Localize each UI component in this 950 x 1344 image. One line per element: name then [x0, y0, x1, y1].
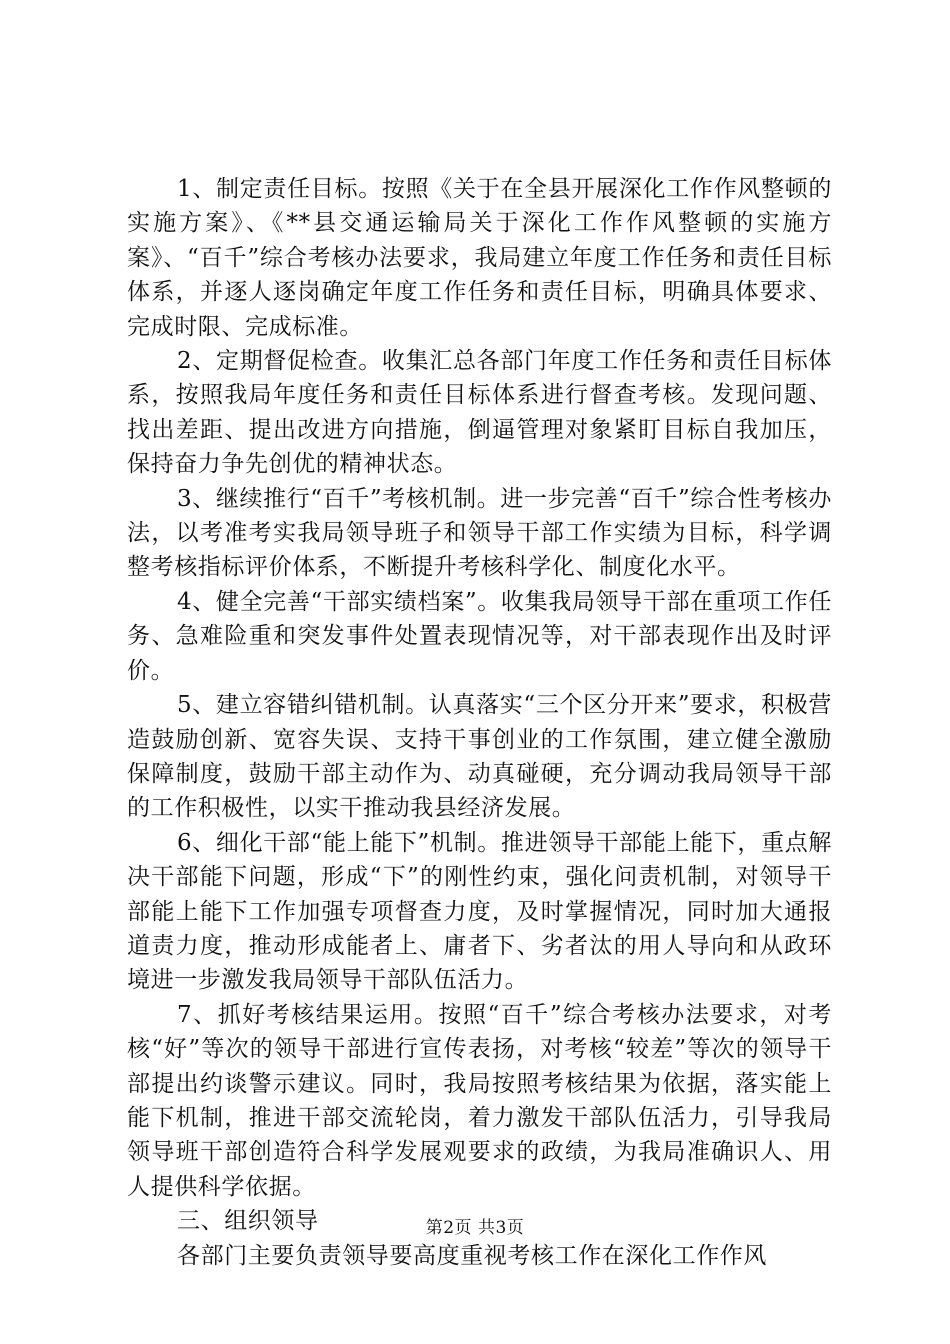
- paragraph-2: 2、定期督促检查。收集汇总各部门年度工作任务和责任目标体系，按照我局年度任务和责任目标体系进行督查考核。发现问题、找出差距、提出改进方向措施，倒逼管理对象紧盯目标自我加压，保持奋力争先创优的精神状态。: [127, 348, 832, 478]
- paragraph-last: 各部门主要负责领导要高度重视考核工作在深化工作作风: [177, 1242, 767, 1269]
- section-heading: 三、组织领导: [177, 1208, 319, 1235]
- paragraph-4: 4、健全完善“干部实绩档案”。收集我局领导干部在重项工作任务、急难险重和突发事件处置表现情况等，对干部表现作出及时评价。: [127, 588, 832, 684]
- paragraph-5: 5、建立容错纠错机制。认真落实“三个区分开来”要求，积极营造鼓励创新、宽容失误、支持干事创业的工作氛围，建立健全激励保障制度，鼓励干部主动作为、动真碰硬，充分调动我局领导干部的工作积极性，以实干推动我县经济发展。: [127, 692, 832, 822]
- paragraph-1: 1、制定责任目标。按照《关于在全县开展深化工作作风整顿的实施方案》、《**县交通运输局关于深化工作作风整顿的实施方案》、“百千”综合考核办法要求，我局建立年度工作任务和责任目标体系，并逐人逐岗确定年度工作任务和责任目标，明确具体要求、完成时限、完成标准。: [127, 176, 832, 340]
- paragraph-3: 3、继续推行“百千”考核机制。进一步完善“百千”综合性考核办法，以考准考实我局领导班子和领导干部工作实绩为目标，科学调整考核指标评价体系，不断提升考核科学化、制度化水平。: [127, 485, 832, 581]
- document-body: [127, 172, 832, 1273]
- page-footer: 第2页 共3页: [425, 1218, 525, 1238]
- paragraph-7: 7、抓好考核结果运用。按照“百千”综合考核办法要求，对考核“好”等次的领导干部进行宣传表扬，对考核“较差”等次的领导干部提出约谈警示建议。同时，我局按照考核结果为依据，落实能上能下机制，推进干部交流轮岗，着力激发干部队伍活力，引导我局领导班干部创造符合科学发展观要求的政绩，为我局准确识人、用人提供科学依据。: [127, 1001, 832, 1200]
- paragraph-6: 6、细化干部“能上能下”机制。推进领导干部能上能下，重点解决干部能下问题，形成“下”的刚性约束，强化问责机制，对领导干部能上能下工作加强专项督查力度，及时掌握情况，同时加大通报道责力度，推动形成能者上、庸者下、劣者汰的用人导向和从政环境进一步激发我局领导干部队伍活力。: [127, 829, 832, 994]
